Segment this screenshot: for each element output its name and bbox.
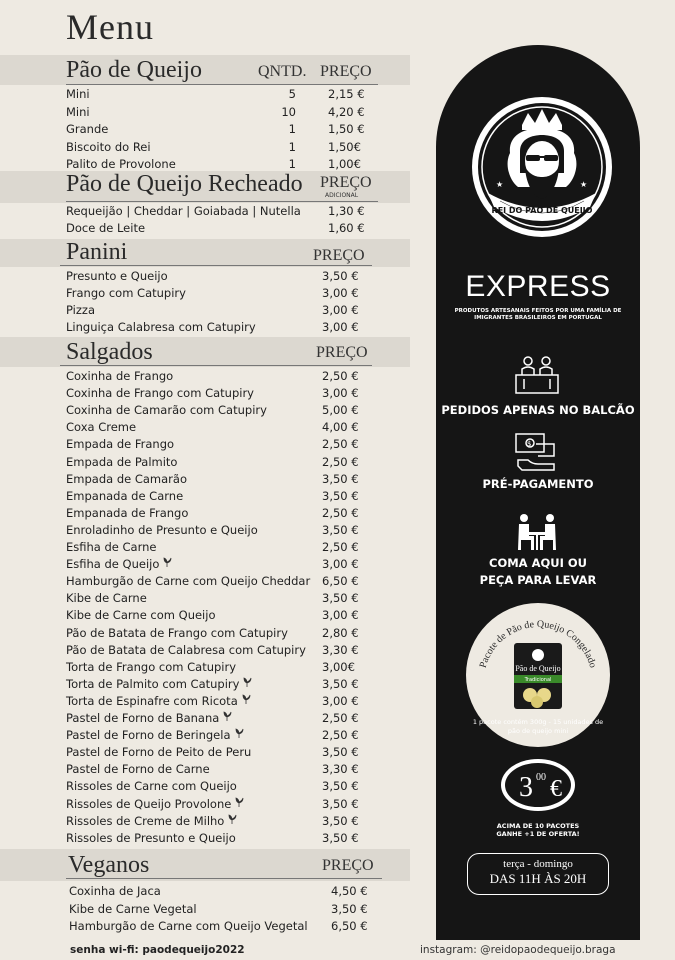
menu-item [0,454,410,471]
item-price: 2,80 € [322,625,359,640]
menu-item [0,505,410,522]
item-price: 6,50 € [331,919,368,933]
item-name: Coxinha de Frango [66,369,174,383]
item-price: 2,50 € [322,369,359,383]
menu-item [0,471,410,488]
offer-text [466,822,610,838]
menu-item [0,676,410,693]
menu-item [0,607,410,624]
frozen-caption: 1 pacote contém 300g - 15 unidades de pão de queijo mini [472,718,604,735]
item-price: 3,50 € [322,471,359,486]
section-title-veganos: Veganos [68,852,150,878]
item-price: 3,50 € [322,813,359,828]
item-qty: 10 [281,104,296,119]
menu-item [0,203,410,220]
menu-item [0,659,410,676]
item-price: 2,50 € [322,505,359,520]
item-price: 3,00 € [322,286,359,300]
item-price: 1,50€ [328,139,361,154]
item-name: Rissoles de Queijo Provolone [66,796,232,811]
item-price: 3,50 € [322,522,359,537]
item-price: 3,50 € [322,591,359,606]
menu-item [0,710,410,727]
opening-time: DAS 11H ÀS 20H [489,871,587,886]
item-price: 6,50 € [322,574,359,589]
menu-item [0,556,410,573]
section-title-panini: Panini [66,239,128,265]
menu-title: Menu [66,7,154,47]
item-price: 4,20 € [328,104,365,119]
item-name: Empada de Camarão [66,471,187,486]
item-name: Torta de Espinafre com Ricota [66,693,238,708]
item-name: Doce de Leite [66,221,146,235]
item-price: 3,50 € [322,269,359,283]
menu-item [0,727,410,744]
tagline: PRODUTOS ARTESANAIS FEITOS POR UMA FAMÍLIA DE IMIGRANTES BRASILEIROS EM PORTUGAL [454,308,622,321]
price-subheader: ADICIONAL [325,192,359,199]
rei-do-pao-de-queijo-logo [470,95,614,239]
prepay-icon [514,430,558,474]
price-header: PREÇO [320,63,372,80]
item-price: 3,00 € [322,320,359,334]
section-rule [66,84,378,85]
svg-text:★: ★ [580,180,588,189]
item-name: Frango com Catupiry [66,286,186,300]
vegetarian-leaf-icon [223,711,232,725]
item-price: 3,30 € [322,642,359,657]
menu-item [0,778,410,795]
menu-item [0,86,410,103]
item-price: 3,00 € [322,386,359,401]
item-name: Coxa Creme [66,420,137,435]
menu-item [0,121,410,138]
counter-icon [514,355,560,395]
menu-item [0,436,410,453]
qty-header: QNTD. [258,63,307,80]
menu-item [0,419,410,436]
vegetarian-leaf-icon [228,814,237,828]
vegetarian-leaf-icon [235,797,244,811]
wifi-password: senha wi-fi: paodequeijo2022 [70,944,245,956]
item-price: 3,30 € [322,762,359,777]
menu-item [0,319,410,336]
offer-line-1: ACIMA DE 10 PACOTES [496,822,580,830]
item-name: Pão de Batata de Calabresa com Catupiry [66,642,306,657]
item-name: Pastel de Forno de Carne [66,762,210,777]
item-price: 3,50 € [322,779,359,794]
item-price: 2,50 € [322,728,359,743]
menu-item [0,590,410,607]
item-name: Esfiha de Queijo [66,557,160,572]
item-name: Biscoito do Rei [66,139,151,154]
item-name: Empada de Frango [66,437,175,452]
package-sub: Tradicional [524,677,552,683]
item-name: Empanada de Carne [66,488,184,503]
item-name: Hamburgão de Carne com Queijo Cheddar [66,574,311,589]
item-price: 1,60 € [328,221,365,235]
menu-item [0,813,410,830]
item-name: Requeijão | Cheddar | Goiabada | Nutella [66,204,301,218]
item-price: 3,50 € [322,830,359,845]
item-name: Pão de Batata de Frango com Catupiry [66,625,288,640]
item-price: 3,00 € [322,303,359,317]
menu-item [0,883,410,900]
opening-hours [467,853,609,895]
item-price: 2,15 € [328,87,365,101]
item-price: 3,50 € [322,796,359,811]
section-rule [60,265,372,266]
item-price: 3,50 € [322,745,359,760]
menu-item [0,302,410,319]
svg-text:$: $ [527,440,532,448]
menu-item [0,539,410,556]
item-name: Pizza [66,303,95,317]
menu-item [0,139,410,156]
item-price: 5,00 € [322,403,359,418]
vegetarian-leaf-icon [163,557,172,571]
item-name: Rissoles de Creme de Milho [66,813,225,828]
item-name: Coxinha de Jaca [69,884,161,898]
menu-item [0,642,410,659]
vegetarian-leaf-icon [235,728,244,742]
express-heading: EXPRESS [465,270,611,303]
item-price: 3,00 € [322,608,359,623]
item-price: 1,00€ [328,157,361,171]
item-name: Enroladinho de Presunto e Queijo [66,522,258,537]
price-header: PREÇO [316,344,368,361]
item-name: Pastel de Forno de Beringela [66,728,231,743]
price-currency: € [550,776,562,802]
offer-line-2: GANHE +1 DE OFERTA! [496,830,580,838]
vegetarian-leaf-icon [243,677,252,691]
menu-item [0,625,410,642]
section-rule [66,878,382,879]
dine-text-1: COMA AQUI OU [489,556,587,570]
item-name: Torta de Palmito com Catupiry [66,676,240,691]
item-qty: 1 [288,122,296,136]
price-header: PREÇO [313,247,365,264]
prepay-text: PRÉ-PAGAMENTO [482,477,594,491]
item-price: 3,00 € [322,693,359,708]
item-name: Rissoles de Carne com Queijo [66,779,237,794]
item-price: 1,50 € [328,122,365,136]
price-big: 3 [519,772,533,803]
item-name: Esfiha de Carne [66,540,157,554]
menu-item [0,368,410,385]
price-badge [500,758,576,812]
item-name: Linguiça Calabresa com Catupiry [66,320,256,334]
section-rule [66,201,378,202]
item-name: Empanada de Frango [66,505,189,520]
section-title-pao-de-queijo: Pão de Queijo [66,57,202,83]
item-price: 2,50 € [322,711,359,725]
price-header: PREÇO [322,857,374,874]
menu-item [0,522,410,539]
item-price: 3,00 € [322,557,359,572]
item-name: Coxinha de Frango com Catupiry [66,386,254,401]
item-name: Mini [66,87,90,101]
item-price: 3,50 € [331,901,368,916]
item-name: Pastel de Forno de Peito de Peru [66,745,252,760]
item-qty: 1 [288,157,296,171]
counter-only-text: PEDIDOS APENAS NO BALCÃO [441,403,635,417]
menu-item [0,693,410,710]
item-price: 3,50 € [322,676,359,691]
menu-item [0,104,410,121]
item-name: Coxinha de Camarão com Catupiry [66,403,267,418]
item-name: Pastel de Forno de Banana [66,711,220,725]
price-header: PREÇO [320,174,372,191]
item-name: Kibe de Carne [66,591,147,606]
menu-item [0,830,410,847]
item-price: 2,50 € [322,437,359,452]
item-qty: 5 [288,87,296,101]
item-price: 3,00€ [322,659,355,674]
item-name: Torta de Frango com Catupiry [66,659,237,674]
vegetarian-leaf-icon [242,694,251,708]
dine-icon [514,512,560,552]
item-name: Hamburgão de Carne com Queijo Vegetal [69,919,308,933]
price-cents: 00 [536,772,546,783]
menu-item [0,268,410,285]
item-price: 1,30 € [328,204,365,218]
item-name: Palito de Provolone [66,157,176,171]
menu-item [0,285,410,302]
instagram-handle: instagram: @reidopaodequeijo.braga [420,944,616,956]
item-name: Kibe de Carne Vegetal [69,901,197,916]
menu-item [0,385,410,402]
item-name: Rissoles de Presunto e Queijo [66,830,236,845]
item-name: Presunto e Queijo [66,269,168,283]
section-rule [60,365,372,366]
package-brand: Pão de Queijo [515,664,561,673]
menu-item [0,220,410,237]
logo-text: REI DO PÃO DE QUEIJO [491,206,593,215]
item-price: 2,50 € [322,454,359,469]
menu-item [0,744,410,761]
svg-text:★: ★ [496,180,504,189]
item-name: Empada de Palmito [66,454,178,469]
dine-text-2: PEÇA PARA LEVAR [479,573,597,587]
item-name: Mini [66,104,90,119]
item-name: Kibe de Carne com Queijo [66,608,216,623]
menu-item [0,573,410,590]
menu-item [0,488,410,505]
item-qty: 1 [288,139,296,154]
item-price: 4,00 € [322,420,359,435]
item-price: 3,50 € [322,488,359,503]
opening-days: terça - domingo [503,858,573,870]
section-title-recheado: Pão de Queijo Recheado [66,171,303,197]
menu-item [0,402,410,419]
item-price: 2,50 € [322,540,359,554]
menu-item [0,901,410,918]
menu-item [0,761,410,778]
menu-item [0,796,410,813]
section-title-salgados: Salgados [66,339,153,365]
item-price: 4,50 € [331,884,368,898]
item-name: Grande [66,122,109,136]
frozen-title: Pacote de Pão de Queijo Congelado [477,618,599,670]
menu-item [0,918,410,935]
